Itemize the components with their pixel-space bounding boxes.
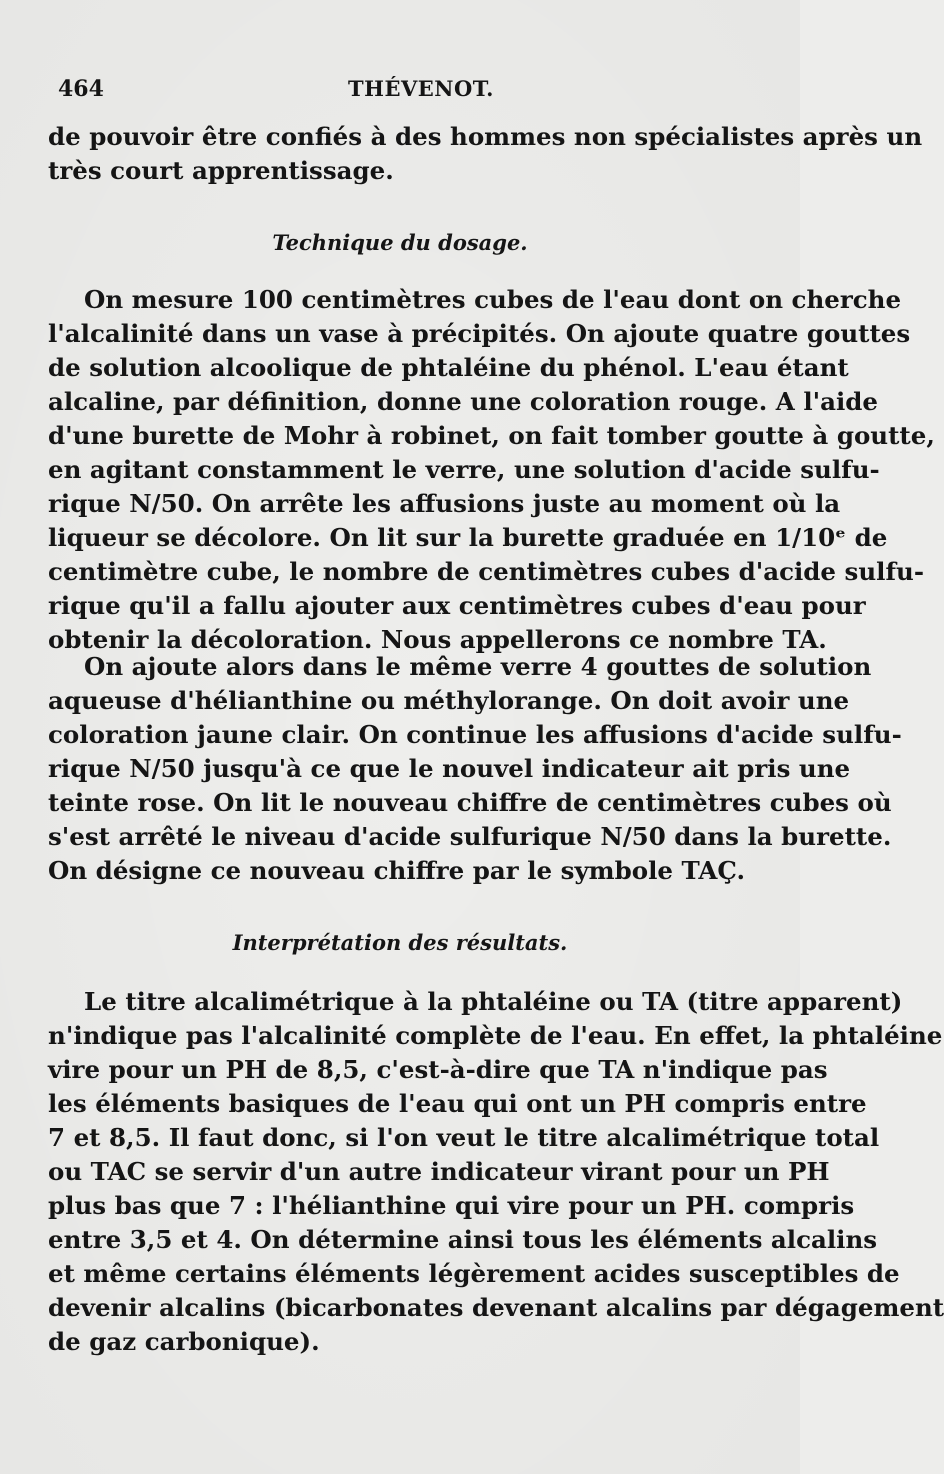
text-line: devenir alcalins (bicarbonates devenant alcalins par dégagement xyxy=(48,1293,944,1322)
section-title-technique: Technique du dosage. xyxy=(272,230,528,255)
section-title-interpretation: Interprétation des résultats. xyxy=(232,930,568,955)
text-line: de pouvoir être confiés à des hommes non spécialistes après un xyxy=(48,122,923,151)
text-line: de solution alcoolique de phtaléine du phénol. L'eau étant xyxy=(48,353,849,382)
text-line: coloration jaune clair. On continue les affusions d'acide sulfu- xyxy=(48,720,902,749)
text-line: rique N/50. On arrête les affusions juste au moment où la xyxy=(48,489,841,518)
text-line: plus bas que 7 : l'hélianthine qui vire pour un PH. compris xyxy=(48,1191,855,1220)
page-header xyxy=(58,76,758,106)
text-line: Le titre alcalimétrique à la phtaléine ou TA (titre apparent) xyxy=(84,987,903,1016)
text-line: On ajoute alors dans le même verre 4 gouttes de solution xyxy=(84,652,872,681)
text-line: de gaz carbonique). xyxy=(48,1327,320,1356)
page-number: 464 xyxy=(58,76,104,102)
running-title: THÉVENOT. xyxy=(348,76,494,101)
text-line: liqueur se décolore. On lit sur la burette graduée en 1/10ᵉ de xyxy=(48,523,888,552)
text-line: obtenir la décoloration. Nous appellerons ce nombre TA. xyxy=(48,625,827,654)
section2-paragraph1 xyxy=(48,985,944,1359)
text-line: et même certains éléments légèrement acides susceptibles de xyxy=(48,1259,900,1288)
text-line: vire pour un PH de 8,5, c'est-à-dire que TA n'indique pas xyxy=(48,1055,828,1084)
section1-paragraph2 xyxy=(48,650,902,888)
text-line: On mesure 100 centimètres cubes de l'eau dont on cherche xyxy=(84,285,902,314)
text-line: aqueuse d'hélianthine ou méthylorange. On doit avoir une xyxy=(48,686,850,715)
text-line: ou TAC se servir d'un autre indicateur virant pour un PH xyxy=(48,1157,830,1186)
text-line: On désigne ce nouveau chiffre par le symbole TAÇ. xyxy=(48,856,745,885)
text-line: n'indique pas l'alcalinité complète de l'eau. En effet, la phtaléine xyxy=(48,1021,943,1050)
text-line: alcaline, par définition, donne une coloration rouge. A l'aide xyxy=(48,387,879,416)
text-line: 7 et 8,5. Il faut donc, si l'on veut le titre alcalimétrique total xyxy=(48,1123,880,1152)
text-line: les éléments basiques de l'eau qui ont un PH compris entre xyxy=(48,1089,867,1118)
text-line: en agitant constamment le verre, une solution d'acide sulfu- xyxy=(48,455,880,484)
text-line: teinte rose. On lit le nouveau chiffre de centimètres cubes où xyxy=(48,788,892,817)
text-line: entre 3,5 et 4. On détermine ainsi tous les éléments alcalins xyxy=(48,1225,878,1254)
text-line: d'une burette de Mohr à robinet, on fait tomber goutte à goutte, xyxy=(48,421,935,450)
section1-paragraph1 xyxy=(48,283,935,657)
intro-text xyxy=(48,120,923,188)
text-line: rique N/50 jusqu'à ce que le nouvel indicateur ait pris une xyxy=(48,754,851,783)
text-line: rique qu'il a fallu ajouter aux centimètres cubes d'eau pour xyxy=(48,591,866,620)
text-line: l'alcalinité dans un vase à précipités. On ajoute quatre gouttes xyxy=(48,319,911,348)
text-line: s'est arrêté le niveau d'acide sulfurique N/50 dans la burette. xyxy=(48,822,892,851)
text-line: très court apprentissage. xyxy=(48,156,394,185)
text-line: centimètre cube, le nombre de centimètres cubes d'acide sulfu- xyxy=(48,557,924,586)
